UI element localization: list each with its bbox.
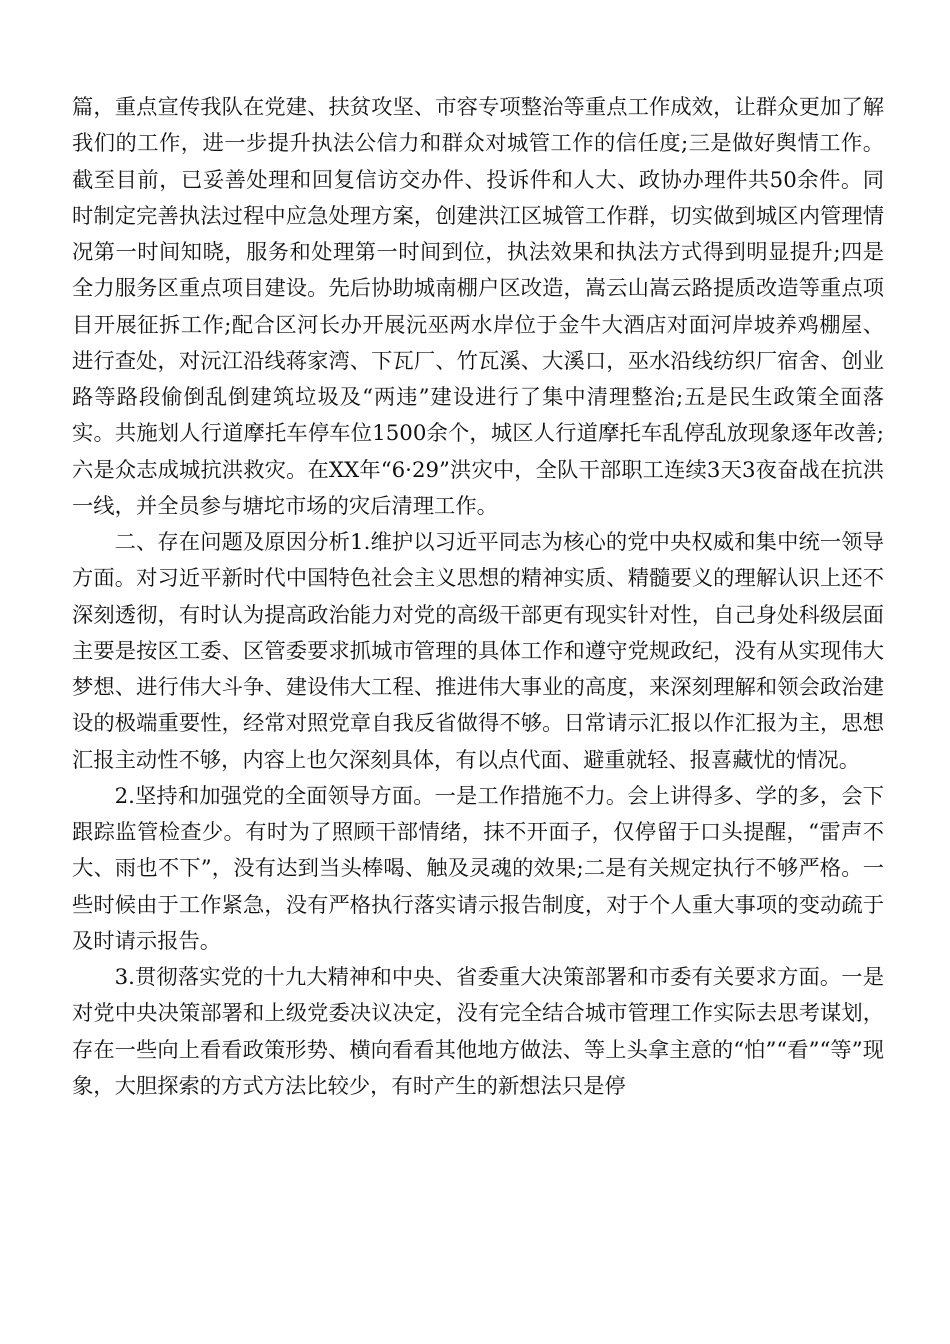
paragraph-party-leadership: 2.坚持和加强党的全面领导方面。一是工作措施不力。会上讲得多、学的多，会下跟踪监管检查少。有时为了照顾干部情绪，抹不开面子，仅停留于口头提醒，“雷声不大、雨也不下”，没有达到当头棒喝、触及灵魂的效果;二是有关规定执行不够严格。一些时候由于工作紧急，没有严格执行落实请示报告制度，对于个人重大事项的变动疏于及时请示报告。 xyxy=(72,783,884,954)
paragraph-continuation: 篇，重点宣传我队在党建、扶贫攻坚、市容专项整治等重点工作成效，让群众更加了解我们的工作，进一步提升执法公信力和群众对城管工作的信任度;三是做好舆情工作。截至目前，已妥善处理和回复信访交办件、投诉件和人大、政协办理件共50余件。同时制定完善执法过程中应急处理方案，创建洪江区城管工作群，切实做到城区内管理情况第一时间知晓，服务和处理第一时间到位，执法效果和执法方式得到明显提升;四是全力服务区重点项目建设。先后协助城南棚户区改造，嵩云山嵩云路提质改造等重点项目开展征拆工作;配合区河长办开展沅巫两水岸位于金牛大酒店对面河岸坡养鸡棚屋、进行查处，对沅江沿线蒋家湾、下瓦厂、竹瓦溪、大溪口，巫水沿线纺织厂宿舍、创业路等路段偷倒乱倒建筑垃圾及“两违”建设进行了集中清理整治;五是民生政策全面落实。共施划人行道摩托车停车位1500余个，城区人行道摩托车乱停乱放现象逐年改善;六是众志成城抗洪救灾。在XX年“6·29”洪灾中，全队干部职工连续3天3夜奋战在抗洪一线，并全员参与塘坨市场的灾后清理工作。 xyxy=(72,95,884,519)
paragraph-implementation: 3.贯彻落实党的十九大精神和中央、省委重大决策部署和市委有关要求方面。一是对党中央决策部署和上级党委决议决定，没有完全结合城市管理工作实际去思考谋划，存在一些向上看看政策形势、横向看看其他地方做法、等上头拿主意的“怕”“看”“等”现象，大胆探索的方式方法比较少，有时产生的新想法只是停 xyxy=(72,965,884,1099)
document-page xyxy=(72,90,884,1105)
paragraph-problems-analysis: 二、存在问题及原因分析1.维护以习近平同志为核心的党中央权威和集中统一领导方面。对习近平新时代中国特色社会主义思想的精神实质、精髓要义的理解认识上还不深刻透彻，有时认为提高政治能力对党的高级干部更有现实针对性，自己身处科级层面主要是按区工委、区管委要求抓城市管理的具体工作和遵守党规政纪，没有从实现伟大梦想、进行伟大斗争、建设伟大工程、推进伟大事业的高度，来深刻理解和领会政治建设的极端重要性，经常对照党章自我反省做得不够。日常请示汇报以作汇报为主，思想汇报主动性不够，内容上也欠深刻具体，有以点代面、避重就轻、报喜藏忧的情况。 xyxy=(72,530,884,773)
